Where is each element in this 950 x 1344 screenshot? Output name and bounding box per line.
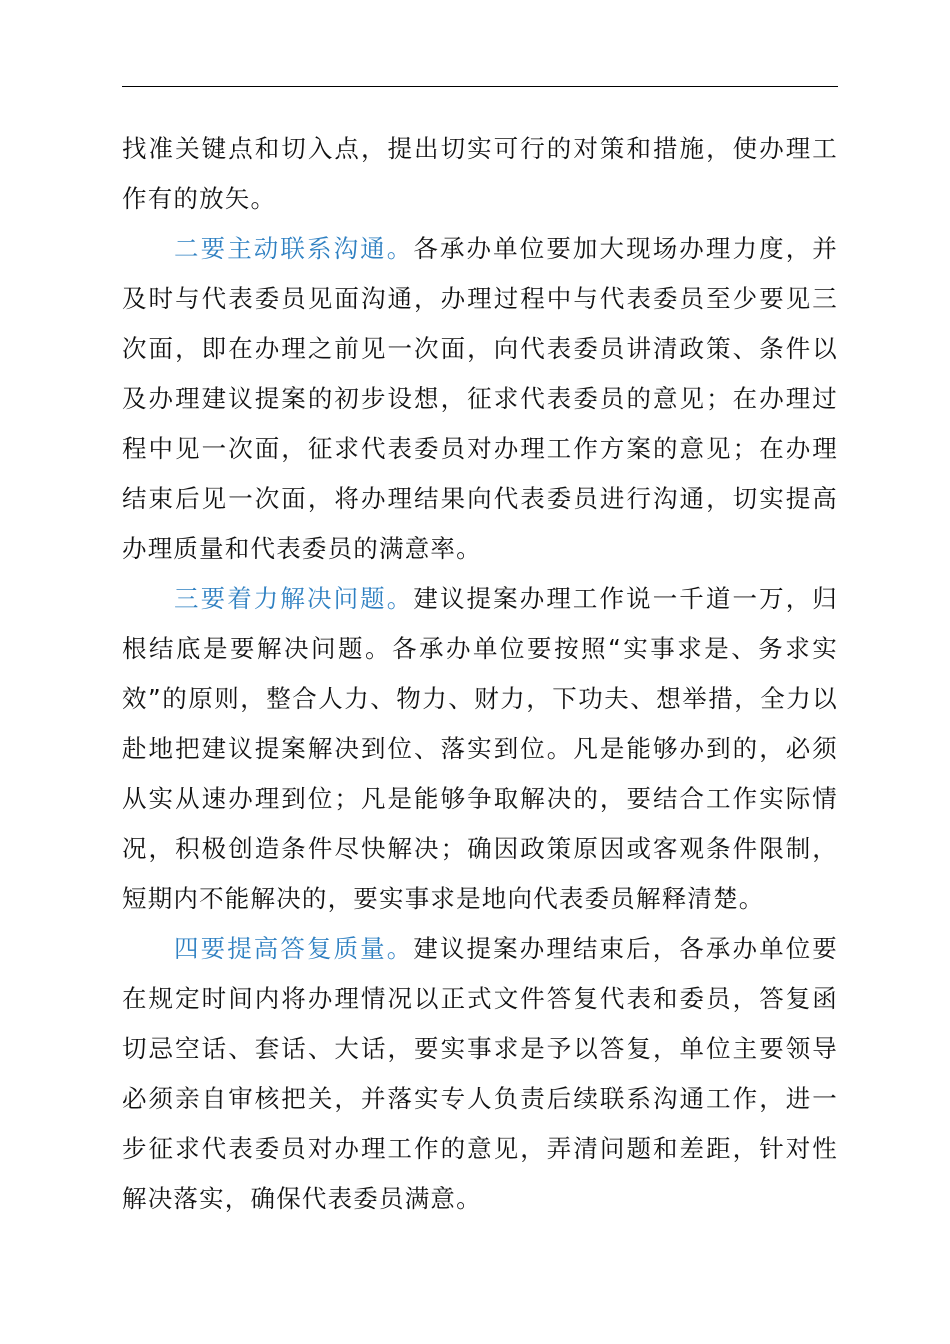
header-rule bbox=[122, 86, 838, 87]
document-body bbox=[122, 124, 838, 1224]
paragraph-continuation bbox=[122, 124, 838, 224]
paragraph-communication bbox=[122, 224, 838, 574]
paragraph-heading: 四要提高答复质量。 bbox=[174, 934, 414, 963]
paragraph-text: 找准关键点和切入点，提出切实可行的对策和措施，使办理工作有的放矢。 bbox=[122, 134, 838, 213]
paragraph-heading: 二要主动联系沟通。 bbox=[174, 234, 414, 263]
paragraph-text: 建议提案办理结束后，各承办单位要在规定时间内将办理情况以正式文件答复代表和委员，答复函切忌空话、套话、大话，要实事求是予以答复，单位主要领导必须亲自审核把关，并落实专人负责后续联系沟通工作，进一步征求代表委员对办理工作的意见，弄清问题和差距，针对性解决落实，确保代表委员满意。 bbox=[122, 934, 838, 1213]
paragraph-text: 建议提案办理工作说一千道一万，归根结底是要解决问题。各承办单位要按照“实事求是、务求实效”的原则，整合人力、物力、财力，下功夫、想举措，全力以赴地把建议提案解决到位、落实到位。凡是能够办到的，必须从实从速办理到位；凡是能够争取解决的，要结合工作实际情况，积极创造条件尽快解决；确因政策原因或客观条件限制，短期内不能解决的，要实事求是地向代表委员解释清楚。 bbox=[122, 584, 838, 913]
paragraph-reply-quality bbox=[122, 924, 838, 1224]
paragraph-text: 各承办单位要加大现场办理力度，并及时与代表委员见面沟通，办理过程中与代表委员至少要见三次面，即在办理之前见一次面，向代表委员讲清政策、条件以及办理建议提案的初步设想，征求代表委员的意见；在办理过程中见一次面，征求代表委员对办理工作方案的意见；在办理结束后见一次面，将办理结果向代表委员进行沟通，切实提高办理质量和代表委员的满意率。 bbox=[122, 234, 838, 563]
paragraph-problem-solving bbox=[122, 574, 838, 924]
paragraph-heading: 三要着力解决问题。 bbox=[174, 584, 414, 613]
